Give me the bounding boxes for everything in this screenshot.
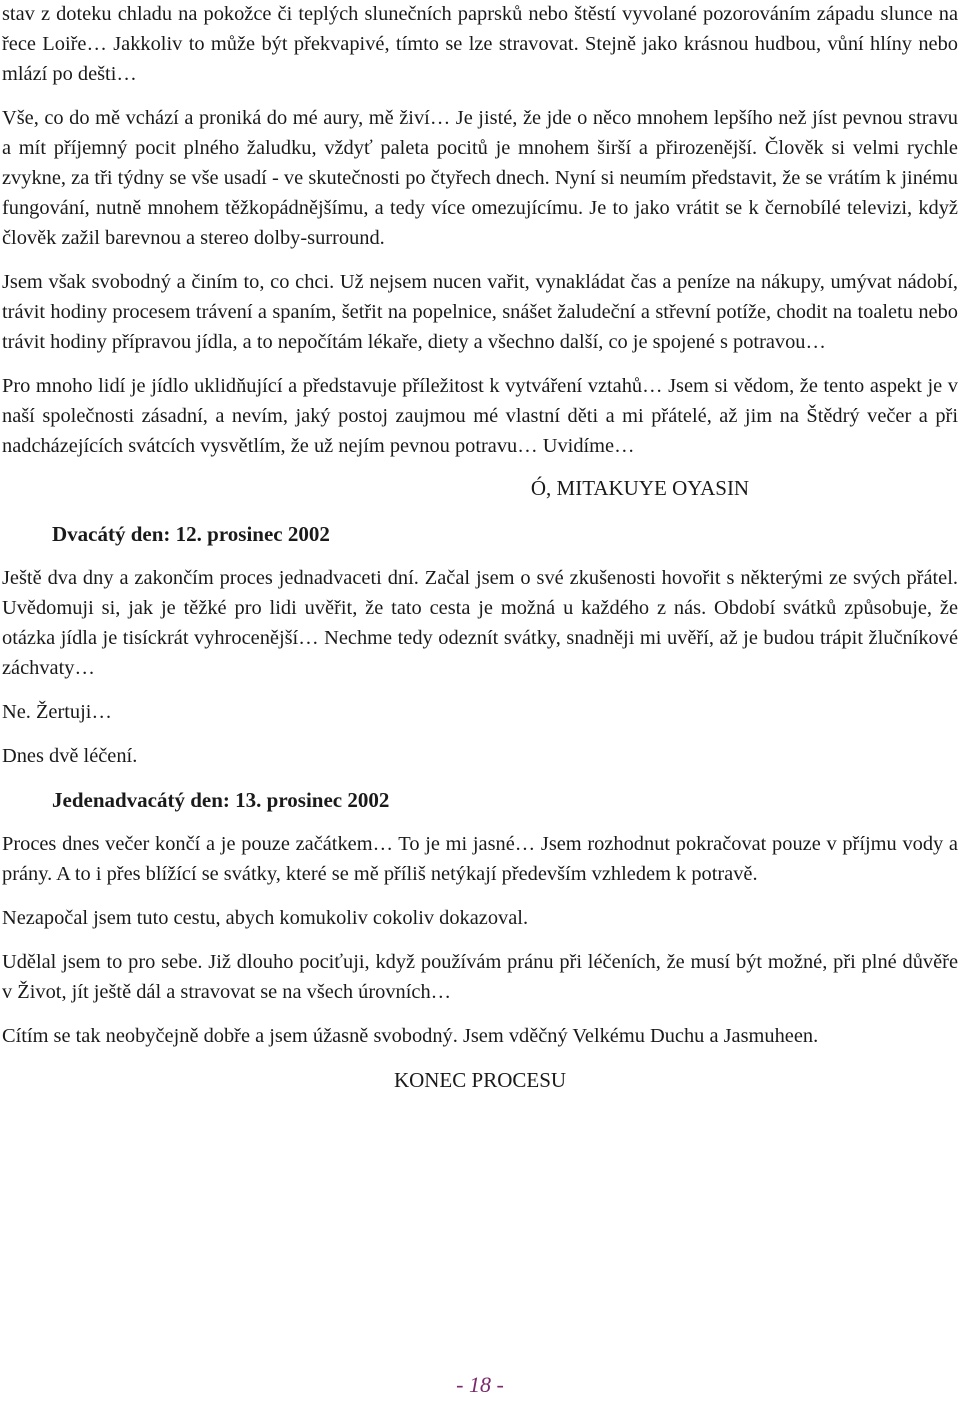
document-page	[2, 0, 958, 1095]
paragraph-process-ends: Proces dnes večer končí a je pouze začátkem… To je mi jasné… Jsem rozhodnut pokračovat pouze v příjmu vody a prány. A to i přes blížící se svátky, které se mě příliš netýkají především vzhledem k potravě.	[2, 833, 958, 885]
paragraph-freedom: Jsem však svobodný a činím to, co chci. Už nejsem nucen vařit, vynakládat čas a peníze na nákupy, umývat nádobí, trávit hodiny procesem trávení a spaním, šetřit na popelnice, snášet žaludeční a střevní potíže, chodit na toaletu nebo trávit hodiny přípravou jídla, a to nepočítám lékaře, diety a všechno další, co je spojené s potravou…	[2, 271, 958, 353]
paragraph-food-relationships: Pro mnoho lidí je jídlo uklidňující a představuje příležitost k vytváření vztahů… Jsem si vědom, že tento aspekt je v naší společnosti zásadní, a nevím, jaký postoj zaujmou mé vlastní děti a mi přátelé, až jim na Štědrý večer a při nadcházejících svátcích vysvětlím, že už nejím pevnou potravu… Uvidíme…	[2, 375, 958, 457]
paragraph-sensory-nourishment: stav z doteku chladu na pokožce či teplých slunečních paprsků nebo štěstí vyvolané pozorováním západu slunce na řece Loiře… Jakkoliv to může být překvapivé, tímto se lze stravovat. Stejně jako krásnou hudbou, vůní hlíny nebo mlází po dešti…	[2, 3, 958, 85]
paragraph-two-days-left: Ještě dva dny a zakončím proces jednadvaceti dní. Začal jsem o své zkušenosti hovořit s některými ze svých přátel. Uvědomuji si, jak je těžké pro lidi uvěřit, že tato cesta je možná u každého z nás. Období svátků způsobuje, že otázka jídla je tisíckrát vyhrocenější… Nechme tedy odeznít svátky, snadněji mi uvěří, až je budou trápit žlučníkové záchvaty…	[2, 567, 958, 679]
page-number: - 18 -	[456, 1372, 504, 1397]
day-21-heading: Jedenadvacátý den: 13. prosinec 2002	[52, 788, 390, 812]
day-20-heading: Dvacátý den: 12. prosinec 2002	[52, 522, 330, 546]
paragraph-two-healings: Dnes dvě léčení.	[2, 745, 138, 767]
paragraph-gratitude: Cítím se tak neobyčejně dobře a jsem úžasně svobodný. Jsem vděčný Velkému Duchu a Jasmuheen.	[2, 1025, 819, 1047]
end-of-process-title: KONEC PROCESU	[393, 1068, 567, 1092]
paragraph-aura-nourishment: Vše, co do mě vchází a proniká do mé aury, mě živí… Je jisté, že jde o něco mnohem lepšího než jíst pevnou stravu a mít příjemný pocit plného žaludku, vždyť paleta pocitů je mnohem širší a přirozenější. Člověk si velmi rychle zvykne, za tři týdny se vše usadí - ve skutečnosti po čtyřech dnech. Nyní si neumím představit, že se vrátím k jinému fungování, nutně mnohem těžkopádnějšímu, a tedy více omezujícímu. Je to jako vrátit se k černobílé televizi, když člověk zažil barevnou a stereo dolby-surround.	[2, 107, 958, 249]
mitakuye-title: Ó, MITAKUYE OYASIN	[530, 476, 750, 500]
paragraph-joking: Ne. Žertuji…	[2, 701, 112, 723]
paragraph-did-it-for-myself: Udělal jsem to pro sebe. Již dlouho pociťuji, když používám pránu při léčeních, že musí být možné, při plné důvěře v Život, jít ještě dál a stravovat se na všech úrovních…	[2, 951, 958, 1003]
paragraph-not-proving: Nezapočal jsem tuto cestu, abych komukoliv cokoliv dokazoval.	[2, 907, 529, 929]
